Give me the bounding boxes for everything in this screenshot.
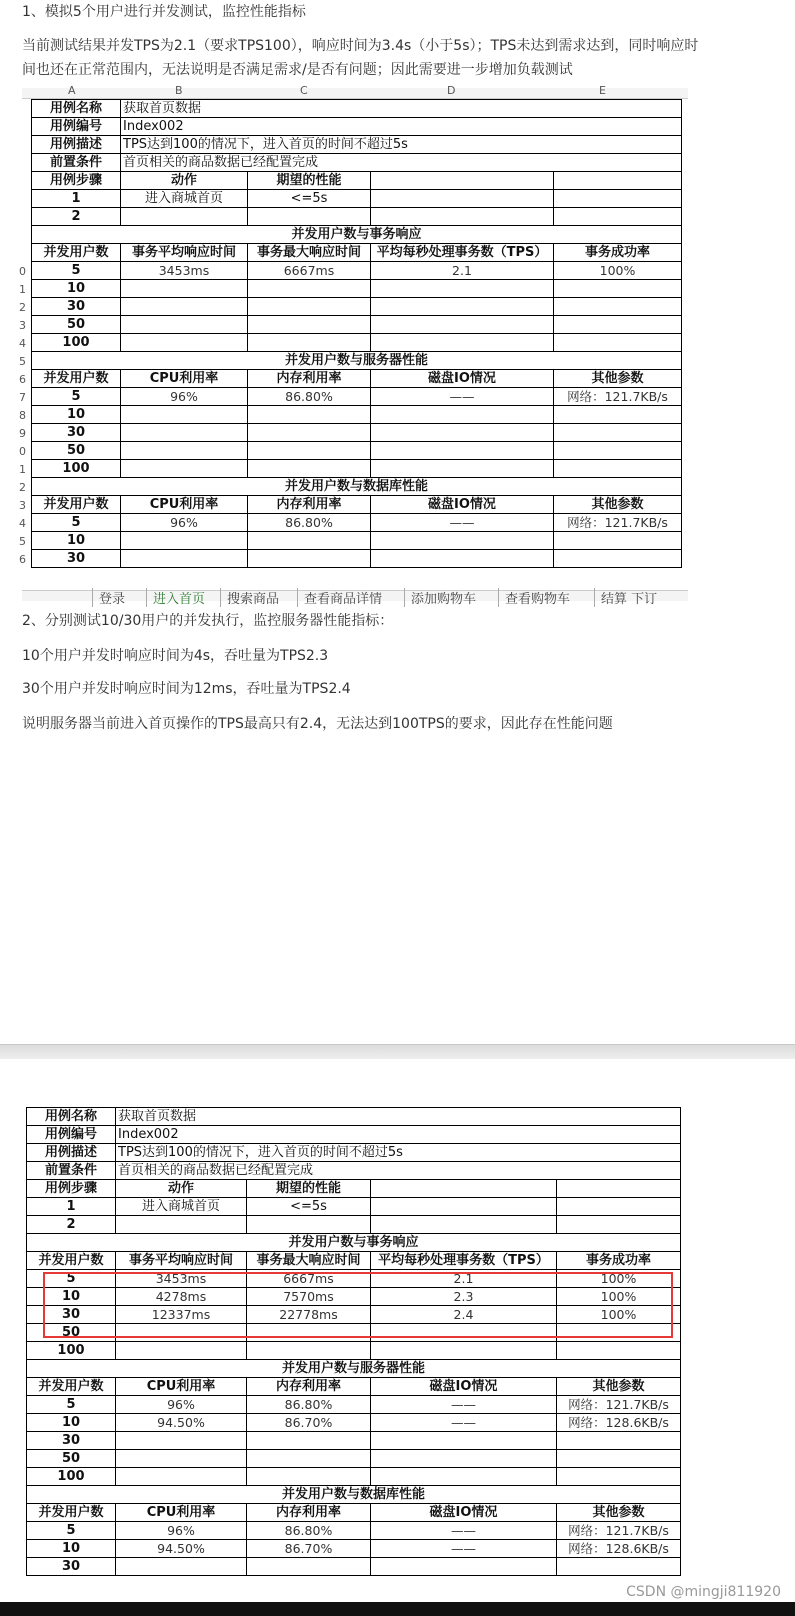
col-letter: B	[175, 84, 183, 97]
column-header-row	[22, 84, 688, 99]
col-letter: D	[447, 84, 456, 97]
steps-header-row: 用例步骤 动作 期望的性能	[32, 172, 682, 190]
table-row: 30 12337ms 22778ms 2.4 100%	[27, 1306, 681, 1324]
tab-view-cart[interactable]: 查看购物车	[498, 588, 570, 607]
section-1-heading: 1、模拟5个用户进行并发测试，监控性能指标	[22, 4, 306, 20]
section-title: 并发用户数与事务响应	[32, 226, 682, 244]
value-cell[interactable]: TPS达到100的情况下，进入首页的时间不超过5s	[116, 1144, 681, 1162]
table-row: 30	[27, 1558, 681, 1576]
table-row: 50	[32, 316, 682, 334]
table-row: 50	[27, 1450, 681, 1468]
steps-header-row: 用例步骤 动作 期望的性能	[27, 1180, 681, 1198]
value-cell[interactable]: Index002	[121, 118, 682, 136]
bottom-bar	[0, 1602, 795, 1616]
section-title: 并发用户数与事务响应	[27, 1234, 681, 1252]
tab-checkout[interactable]: 结算 下订	[594, 588, 657, 607]
table-row: 10 94.50% 86.70% —— 网络：128.6KB/s	[27, 1414, 681, 1432]
label-cell: 用例描述	[27, 1144, 116, 1162]
table-row: 5 96% 86.80% —— 网络：121.7KB/s	[27, 1396, 681, 1414]
analysis-paragraph: 当前测试结果并发TPS为2.1（要求TPS100），响应时间为3.4s（小于5s）；TPS未达到需求达到，同时响应时间也还在正常范围内，无法说明是否满足需求/是否有问题；因此需要进一步增加负载测试	[22, 38, 699, 78]
label-cell: 用例名称	[27, 1108, 116, 1126]
table-row: 10	[32, 280, 682, 298]
table-row: 100	[27, 1342, 681, 1360]
table-row: 30	[32, 550, 682, 568]
test-case-sheet-1	[31, 99, 682, 568]
col-letter: A	[68, 84, 76, 97]
label-cell: 用例名称	[32, 100, 121, 118]
section-2-heading: 2、分别测试10/30用户的并发执行，监控服务器性能指标：	[22, 613, 394, 629]
tab-login[interactable]: 登录	[92, 588, 125, 607]
result-line-30-users: 30个用户并发时响应时间为12ms，吞吐量为TPS2.4	[22, 681, 351, 697]
table-row: 30	[27, 1432, 681, 1450]
value-cell[interactable]: 获取首页数据	[121, 100, 682, 118]
col-letter: C	[300, 84, 308, 97]
highlight-box	[43, 1272, 673, 1338]
section-title: 并发用户数与服务器性能	[27, 1360, 681, 1378]
label-cell: 用例编号	[27, 1126, 116, 1144]
tab-search-product[interactable]: 搜索商品	[220, 588, 279, 607]
table-row: 100	[32, 460, 682, 478]
test-case-sheet-2	[26, 1107, 681, 1576]
table-row: 2	[27, 1216, 681, 1234]
table-row: 100	[27, 1468, 681, 1486]
value-cell[interactable]: 首页相关的商品数据已经配置完成	[116, 1162, 681, 1180]
value-cell[interactable]: 获取首页数据	[116, 1108, 681, 1126]
table-row: 100	[32, 334, 682, 352]
table-row: 5 96% 86.80% —— 网络：121.7KB/s	[27, 1522, 681, 1540]
table-row: 5 96% 86.80% —— 网络：121.7KB/s	[32, 388, 682, 406]
col-letter: E	[599, 84, 606, 97]
tab-product-detail[interactable]: 查看商品详情	[297, 588, 382, 607]
label-cell: 用例编号	[32, 118, 121, 136]
header-row: 并发用户数 CPU利用率 内存利用率 磁盘IO情况 其他参数	[32, 370, 682, 388]
table-row: 5 3453ms 6667ms 2.1 100%	[27, 1270, 681, 1288]
table-row: 30	[32, 298, 682, 316]
table-row: 1 进入商城首页 <=5s	[32, 190, 682, 208]
tab-enter-home[interactable]: 进入首页	[146, 588, 205, 607]
table-row: 50	[27, 1324, 681, 1342]
table-row: 1 进入商城首页 <=5s	[27, 1198, 681, 1216]
header-row: 并发用户数 CPU利用率 内存利用率 磁盘IO情况 其他参数	[27, 1504, 681, 1522]
section-title: 并发用户数与服务器性能	[32, 352, 682, 370]
table-row: 10	[32, 406, 682, 424]
table-row: 5 3453ms 6667ms 2.1 100%	[32, 262, 682, 280]
table-row: 10 94.50% 86.70% —— 网络：128.6KB/s	[27, 1540, 681, 1558]
table-row: 10	[32, 532, 682, 550]
table-row: 2	[32, 208, 682, 226]
section-title: 并发用户数与数据库性能	[27, 1486, 681, 1504]
table-row: 10 4278ms 7570ms 2.3 100%	[27, 1288, 681, 1306]
value-cell[interactable]: 首页相关的商品数据已经配置完成	[121, 154, 682, 172]
conclusion-paragraph: 说明服务器当前进入首页操作的TPS最高只有2.4，无法达到100TPS的要求，因此存在性能问题	[22, 716, 613, 732]
table-row: 30	[32, 424, 682, 442]
label-cell: 用例描述	[32, 136, 121, 154]
tab-add-cart[interactable]: 添加购物车	[404, 588, 476, 607]
value-cell[interactable]: Index002	[116, 1126, 681, 1144]
header-row: 并发用户数 CPU利用率 内存利用率 磁盘IO情况 其他参数	[32, 496, 682, 514]
sheet-tab-bar	[22, 590, 688, 607]
section-title: 并发用户数与数据库性能	[32, 478, 682, 496]
table-row: 5 96% 86.80% —— 网络：121.7KB/s	[32, 514, 682, 532]
csdn-watermark: CSDN @mingji811920	[626, 1584, 781, 1600]
label-cell: 前置条件	[32, 154, 121, 172]
header-row: 并发用户数 CPU利用率 内存利用率 磁盘IO情况 其他参数	[27, 1378, 681, 1396]
label-cell: 前置条件	[27, 1162, 116, 1180]
result-line-10-users: 10个用户并发时响应时间为4s，吞吐量为TPS2.3	[22, 648, 329, 664]
value-cell[interactable]: TPS达到100的情况下，进入首页的时间不超过5s	[121, 136, 682, 154]
image-divider	[0, 1044, 795, 1059]
header-row: 并发用户数 事务平均响应时间 事务最大响应时间 平均每秒处理事务数（TPS） 事务成功率	[27, 1252, 681, 1270]
row-number-gutter: 0 1 2 3 4 5 6 7 8 9 0 1 2 3 4 5 6	[19, 265, 26, 566]
header-row: 并发用户数 事务平均响应时间 事务最大响应时间 平均每秒处理事务数（TPS） 事务成功率	[32, 244, 682, 262]
table-row: 50	[32, 442, 682, 460]
